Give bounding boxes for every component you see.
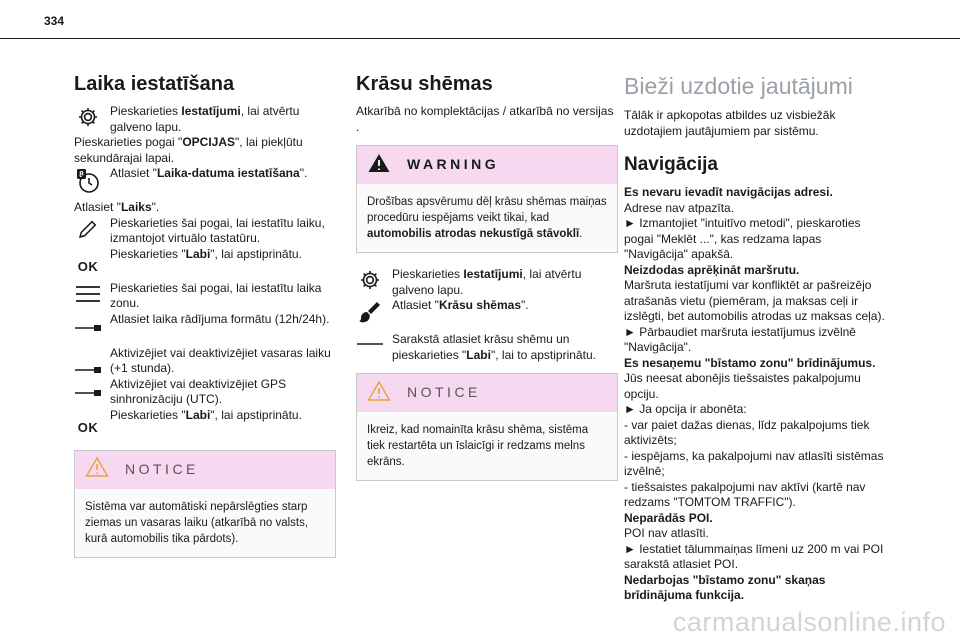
text: Pieskarieties šai pogai, lai iestatītu laiku, izmantojot virtuālo tastatūru. — [110, 215, 325, 245]
faq-answer: - var paiet dažas dienas, līdz pakalpojums tiek aktivizēts; — [624, 417, 870, 447]
text: Aktivizējiet vai deaktivizējiet GPS sinhronizāciju (UTC). — [110, 376, 287, 406]
bold-text: Laiks — [120, 200, 152, 214]
text: ". — [521, 298, 529, 312]
toggle-icon — [74, 348, 102, 374]
warning-triangle-icon — [367, 152, 391, 179]
clock-icon — [74, 168, 102, 194]
faq-answer: ► Iestatiet tālummaiņas līmeni uz 200 m vai POI sarakstā atlasiet POI. — [624, 541, 884, 571]
text: Pieskarieties pogai " — [74, 135, 183, 149]
faq-intro: Tālāk ir apkopotas atbildes uz visbiežāk uzdotajiem jautājumiem par sistēmu. — [624, 108, 836, 138]
notice-label: NOTICE — [407, 384, 481, 401]
warning-text — [357, 184, 617, 252]
gear-icon — [74, 106, 102, 132]
faq-question: Es nesaņemu "bīstamo zonu" brīdinājumus. — [624, 355, 876, 370]
notice-label: NOTICE — [125, 460, 199, 477]
step-select-color-schemes — [356, 298, 618, 326]
warning-triangle-icon — [85, 456, 109, 483]
text: Pieskarieties — [110, 104, 182, 118]
text: Pieskarieties šai pogai, lai iestatītu laika zonu. — [110, 280, 322, 310]
faq-question: Neizdodas aprēķināt maršrutu. — [624, 262, 800, 277]
text: Pieskarieties " — [110, 246, 186, 261]
list-icon — [74, 283, 102, 309]
notice-text: Sistēma var automātiski nepārslēgties starp ziemas un vasaras laiku (atkarībā no valsts, kurā automobilis tika pārdots). — [85, 500, 309, 545]
step-summer-time — [74, 346, 336, 377]
notice-box — [356, 373, 618, 481]
warning-box — [356, 145, 618, 253]
toggle-icon — [74, 379, 102, 405]
watermark: carmanualsonline.info — [672, 607, 946, 637]
step-gps-sync — [74, 377, 336, 408]
text: ", lai to apstiprinātu. — [490, 347, 596, 362]
notice-header — [75, 451, 335, 489]
bold-text: Laika-datuma iestatīšana — [156, 166, 300, 180]
list-item-icon — [356, 334, 384, 360]
step-time-format — [74, 312, 336, 340]
column-color-schemes — [356, 72, 618, 481]
faq-answer: ► Pārbaudiet maršruta iestatījumus izvēlnē "Navigācija". — [624, 324, 856, 354]
text: , lai atvērtu galveno lapu. — [110, 104, 300, 134]
text: ", lai apstiprinātu. — [210, 407, 302, 422]
bold-text: Labi — [185, 407, 211, 422]
step-options — [74, 135, 336, 166]
color-schemes-intro: Atkarībā no komplektācijas / atkarībā no versijas . — [356, 104, 614, 134]
column-faq — [624, 72, 886, 604]
step-time-zone — [74, 281, 336, 312]
step-select-time — [74, 200, 336, 216]
faq-answer: POI nav atlasīti. — [624, 526, 709, 540]
text: Atlasiet laika rādījuma formātu (12h/24h). — [110, 311, 330, 326]
text: Atlasiet " — [392, 298, 439, 312]
notice-text: Ikreiz, kad nomainīta krāsu shēma, sistēma tiek restartēta un īslaicīgi ir redzams melns ekrāns. — [367, 424, 589, 468]
toggle-icon — [74, 314, 102, 340]
warning-header — [357, 146, 617, 184]
faq-answer: ► Izmantojiet "intuitīvo metodi", pieskaroties pogai "Meklēt ...", kas redzama lapas "Navigācija" apakšā. — [624, 216, 861, 261]
bold-text: OPCIJAS — [182, 135, 236, 149]
step-virtual-keyboard — [74, 216, 336, 247]
text: Pieskarieties — [392, 267, 464, 281]
subsection-title-navigation: Navigācija — [624, 154, 718, 175]
bold-text: Labi — [466, 347, 491, 362]
warning-triangle-icon — [367, 380, 391, 407]
step-open-settings — [356, 267, 618, 298]
bold-text: automobilis atrodas nekustīgā stāvoklī — [367, 228, 580, 240]
text: ". — [151, 200, 160, 214]
text: Atlasiet " — [74, 200, 121, 214]
step-confirm-ok-2 — [74, 408, 336, 436]
text: . — [579, 228, 583, 240]
bold-text: Iestatījumi — [463, 267, 523, 281]
bold-text: Labi — [185, 246, 211, 261]
text: Atlasiet " — [110, 166, 157, 180]
text: , lai atvērtu galveno lapu. — [392, 267, 582, 297]
faq-answer: Maršruta iestatījumi var konfliktēt ar pašreizējo atrašanās vietu (piemēram, ja maksas ceļi ir izslēgti, bet automobilis atrodas uz maksas ceļa). — [624, 278, 885, 323]
faq-answer: - iespējams, ka pakalpojumi nav atlasīti sistēmas izvēlnē; — [624, 448, 884, 478]
paint-brush-icon — [356, 300, 384, 326]
section-title-faq: Bieži uzdotie jautājumi — [624, 73, 853, 99]
ok-icon: OK — [77, 258, 99, 274]
column-time-settings — [74, 72, 336, 558]
gear-icon — [356, 269, 384, 295]
faq-question: Nedarbojas "bīstamo zonu" skaņas brīdinājuma funkcija. — [624, 572, 826, 602]
ok-icon: OK — [77, 419, 99, 435]
bold-text: Iestatījumi — [181, 104, 241, 118]
notice-box — [74, 450, 336, 558]
section-title-time: Laika iestatīšana — [74, 73, 235, 95]
warning-label: WARNING — [407, 156, 500, 173]
faq-question: Neparādās POI. — [624, 510, 713, 525]
text: Pieskarieties " — [110, 407, 186, 422]
text: ", lai piekļūtu sekundārajai lapai. — [74, 135, 303, 165]
faq-answer: - tiešsaistes pakalpojumi nav aktīvi (kartē nav redzams "TOMTOM TRAFFIC"). — [624, 479, 866, 509]
faq-answer: Jūs neesat abonējis tiešsaistes pakalpojumu opciju. — [624, 371, 861, 401]
page-number: 334 — [44, 14, 65, 28]
step-confirm-ok — [74, 247, 336, 275]
pencil-icon — [74, 218, 102, 244]
step-open-settings — [74, 104, 336, 135]
notice-header — [357, 374, 617, 412]
bold-text: Krāsu shēmas — [438, 298, 521, 312]
faq-question: Es nevaru ievadīt navigācijas adresi. — [624, 185, 833, 199]
step-select-scheme-ok — [356, 332, 618, 363]
step-time-date — [74, 166, 336, 194]
text: ". — [299, 166, 308, 180]
section-title-color-schemes: Krāsu shēmas — [356, 73, 493, 95]
text: Sarakstā atlasiet krāsu shēmu un pieskarieties " — [392, 332, 570, 362]
text: Drošības apsvērumu dēļ krāsu shēmas maiņas procedūru iespējams veikt tikai, kad — [367, 196, 607, 224]
faq-answer: ► Ja opcija ir abonēta: — [624, 402, 747, 416]
top-rule — [0, 38, 960, 39]
faq-answer: Adrese nav atpazīta. — [624, 200, 735, 215]
svg-text:8: 8 — [79, 170, 84, 179]
text: Aktivizējiet vai deaktivizējiet vasaras laiku (+1 stunda). — [110, 345, 331, 375]
text: ", lai apstiprinātu. — [210, 246, 302, 261]
